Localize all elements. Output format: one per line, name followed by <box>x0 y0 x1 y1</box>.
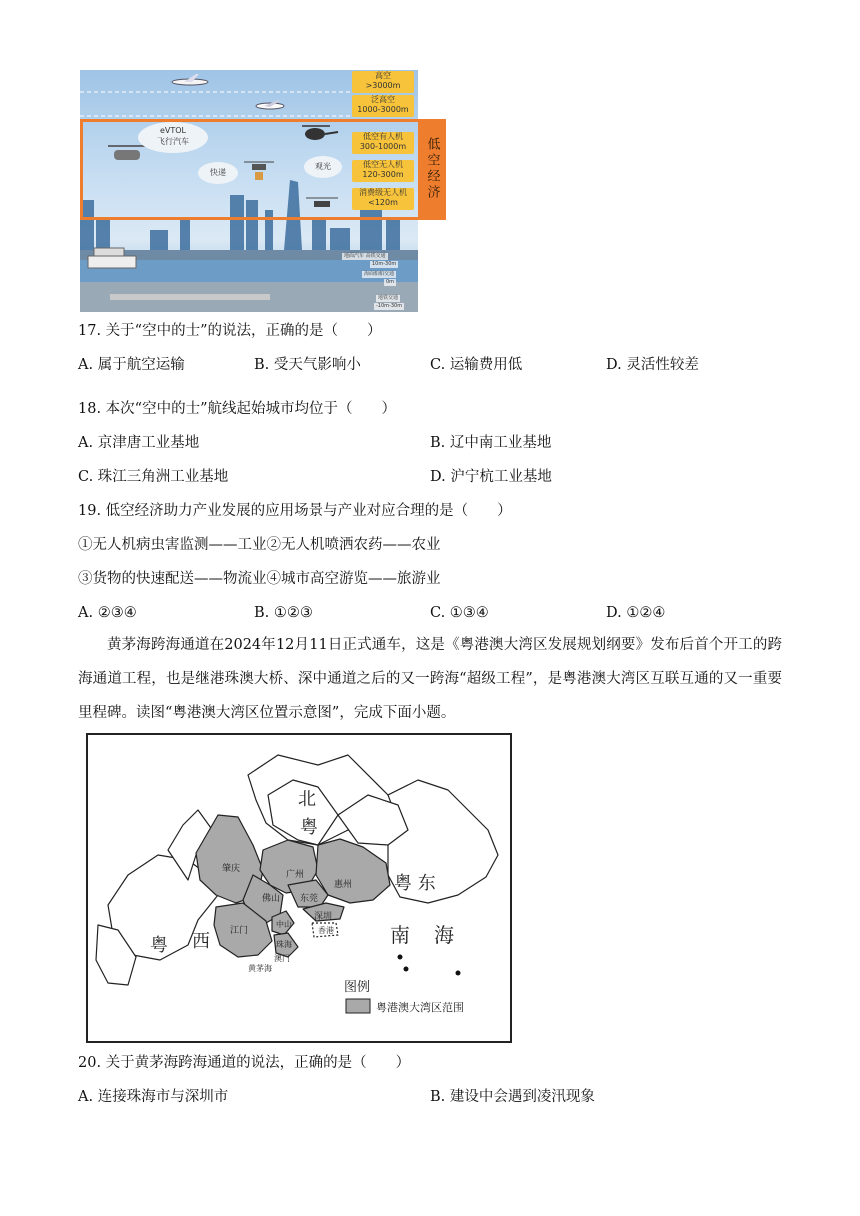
bay-area-map-svg <box>88 735 510 1041</box>
band-label-unmanned: 低空无人机 120-300m <box>352 160 414 182</box>
q19-statements-line1: ①无人机病虫害监测——工业②无人机喷洒农药——农业 <box>78 537 441 553</box>
low-altitude-frame <box>80 119 420 220</box>
q19-option-a[interactable]: A. ②③④ <box>78 605 137 621</box>
cloud-sightseeing: 观光 <box>304 156 342 178</box>
label-north: 北 <box>298 789 316 810</box>
city-zhaoqing: 肇庆 <box>222 864 241 874</box>
q19-option-b[interactable]: B. ①②③ <box>254 605 313 621</box>
city-huangmaohai: 黄茅海 <box>248 964 272 973</box>
q17-stem: 17. 关于“空中的士”的说法，正确的是（ ） <box>78 323 382 339</box>
label-west-2: 西 <box>192 931 210 952</box>
city-macau: 澳门 <box>274 954 290 963</box>
city-zhuhai: 珠海 <box>276 940 292 949</box>
city-zhongshan: 中山 <box>276 920 292 929</box>
island-dot-2 <box>404 967 409 972</box>
island-dot-1 <box>398 955 403 960</box>
q20-option-b[interactable]: B. 建设中会遇到凌汛现象 <box>430 1089 595 1105</box>
ground-note-road-height: 10m-30m <box>372 261 397 267</box>
city-huizhou: 惠州 <box>334 880 353 890</box>
q18-option-a[interactable]: A. 京津唐工业基地 <box>78 435 200 451</box>
legend-title: 图例 <box>344 980 371 995</box>
label-west-1: 粤 <box>150 935 168 956</box>
city-jiangmen: 江门 <box>230 926 249 936</box>
label-sea-2: 海 <box>434 923 454 947</box>
q20-option-a[interactable]: A. 连接珠海市与深圳市 <box>78 1089 229 1105</box>
ground-note-subway: 地铁交通 <box>378 295 399 301</box>
city-dongguan: 东莞 <box>300 894 319 904</box>
q19-statements-line2: ③货物的快速配送——物流业④城市高空游览——旅游业 <box>78 571 441 587</box>
band-label-manned: 低空有人机 300-1000m <box>352 132 414 154</box>
q19-option-c[interactable]: C. ①③④ <box>430 605 489 621</box>
q19-stem: 19. 低空经济助力产业发展的应用场景与产业对应合理的是（ ） <box>78 503 512 519</box>
q18-option-d[interactable]: D. 沪宁杭工业基地 <box>430 469 552 485</box>
q19-option-d[interactable]: D. ①②④ <box>606 605 666 621</box>
city-foshan: 佛山 <box>262 894 281 904</box>
city-guangzhou: 广州 <box>286 870 305 880</box>
airliner-icon <box>172 74 208 85</box>
legend-item-label: 粤港澳大湾区范围 <box>376 1001 464 1014</box>
q17-option-d[interactable]: D. 灵活性较差 <box>606 357 699 373</box>
q18-option-b[interactable]: B. 辽中南工业基地 <box>430 435 552 451</box>
ground-note-road: 地面汽车 高铁交通 <box>344 253 386 259</box>
band-label-high: 高空 >3000m <box>352 71 414 93</box>
q18-option-c[interactable]: C. 珠江三角洲工业基地 <box>78 469 229 485</box>
city-shenzhen: 深圳 <box>314 912 333 922</box>
small-plane-icon <box>256 100 284 109</box>
side-label-text: 低空经济 <box>424 137 440 201</box>
legend-swatch <box>346 999 370 1013</box>
passage-text: 黄茅海跨海通道在2024年12月11日正式通车，这是《粤港澳大湾区发展规划纲要》发布后首个开工的跨海通道工程，也是继港珠澳大桥、深中通道之后的又一跨海“超级工程”，是粤港澳大湾区互联互通的又一重要里程碑。读图“粤港澳大湾区位置示意图”，完成下面小题。 <box>78 637 782 721</box>
label-north-2: 粤 <box>300 817 318 838</box>
ground-note-sea-height: 0m <box>386 279 395 285</box>
ground-note-subway-depth: -10m-30m <box>376 303 403 309</box>
band-label-general: 泛高空 1000-3000m <box>352 95 414 117</box>
q18-stem: 18. 本次“空中的士”航线起始城市均位于（ ） <box>78 401 396 417</box>
city-hongkong: 香港 <box>318 926 334 935</box>
q17-option-b[interactable]: B. 受天气影响小 <box>254 357 361 373</box>
q20-stem: 20. 关于黄茅海跨海通道的说法，正确的是（ ） <box>78 1055 411 1071</box>
band-label-consumer: 消费级无人机 <120m <box>352 188 414 210</box>
q17-option-a[interactable]: A. 属于航空运输 <box>78 357 185 373</box>
q17-option-c[interactable]: C. 运输费用低 <box>430 357 523 373</box>
label-east: 粤 东 <box>394 873 436 894</box>
bay-area-map <box>86 733 512 1043</box>
cloud-evtol: eVTOL 飞行汽车 <box>138 122 208 153</box>
island-dot-3 <box>456 971 461 976</box>
ground-note-sea: 海面船舶交通 <box>364 271 395 277</box>
cloud-express: 快递 <box>198 162 238 184</box>
low-altitude-economy-label <box>418 119 446 220</box>
label-sea-1: 南 <box>390 923 410 947</box>
